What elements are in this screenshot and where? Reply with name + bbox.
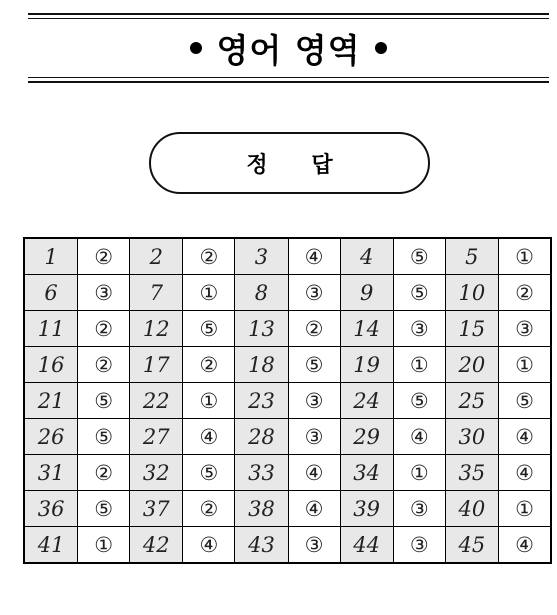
question-number: 25 — [445, 383, 498, 419]
answer-choice: ① — [498, 347, 551, 383]
answer-choice: ② — [78, 455, 130, 491]
question-number: 21 — [24, 383, 78, 419]
question-number: 42 — [130, 527, 183, 564]
answer-choice: ② — [288, 311, 340, 347]
question-number: 15 — [445, 311, 498, 347]
answer-label-box — [149, 132, 430, 194]
answer-label: 정 답 — [246, 152, 351, 178]
answer-choice: ③ — [288, 527, 340, 564]
header-bottom-rule-thick — [28, 81, 549, 83]
question-number: 44 — [340, 527, 393, 564]
answer-choice: ④ — [393, 419, 445, 455]
answer-choice: ③ — [393, 527, 445, 564]
question-number: 9 — [340, 275, 393, 311]
answer-choice: ① — [183, 383, 235, 419]
answer-choice: ⑤ — [78, 491, 130, 527]
answer-choice: ① — [393, 347, 445, 383]
answer-choice: ③ — [393, 491, 445, 527]
answer-choice: ③ — [288, 383, 340, 419]
question-number: 3 — [235, 238, 288, 275]
answer-choice: ⑤ — [288, 347, 340, 383]
question-number: 24 — [340, 383, 393, 419]
question-number: 5 — [445, 238, 498, 275]
table-row — [24, 491, 551, 527]
question-number: 36 — [24, 491, 78, 527]
answer-choice: ⑤ — [498, 383, 551, 419]
answer-choice: ① — [393, 455, 445, 491]
question-number: 1 — [24, 238, 78, 275]
question-number: 39 — [340, 491, 393, 527]
answer-choice: ② — [78, 238, 130, 275]
table-row — [24, 419, 551, 455]
question-number: 27 — [130, 419, 183, 455]
table-row — [24, 527, 551, 564]
answer-choice: ③ — [393, 311, 445, 347]
question-number: 2 — [130, 238, 183, 275]
answer-choice: ④ — [498, 419, 551, 455]
answer-choice: ② — [78, 311, 130, 347]
answer-table — [23, 237, 552, 564]
bullet-left-icon — [190, 42, 202, 54]
answer-choice: ④ — [288, 238, 340, 275]
answer-choice: ⑤ — [183, 455, 235, 491]
question-number: 41 — [24, 527, 78, 564]
question-number: 30 — [445, 419, 498, 455]
bullet-right-icon — [375, 42, 387, 54]
question-number: 29 — [340, 419, 393, 455]
answer-choice: ② — [498, 275, 551, 311]
answer-choice: ② — [183, 347, 235, 383]
question-number: 16 — [24, 347, 78, 383]
question-number: 17 — [130, 347, 183, 383]
answer-choice: ② — [183, 491, 235, 527]
answer-choice: ③ — [288, 275, 340, 311]
question-number: 31 — [24, 455, 78, 491]
question-number: 45 — [445, 527, 498, 564]
question-number: 4 — [340, 238, 393, 275]
header-top-rule-thin — [28, 18, 549, 19]
answer-choice: ⑤ — [393, 238, 445, 275]
answer-choice: ④ — [498, 455, 551, 491]
table-row — [24, 238, 551, 275]
answer-choice: ③ — [498, 311, 551, 347]
question-number: 23 — [235, 383, 288, 419]
question-number: 34 — [340, 455, 393, 491]
question-number: 20 — [445, 347, 498, 383]
question-number: 38 — [235, 491, 288, 527]
answer-choice: ① — [498, 238, 551, 275]
question-number: 32 — [130, 455, 183, 491]
answer-choice: ⑤ — [183, 311, 235, 347]
answer-choice: ① — [78, 527, 130, 564]
answer-choice: ① — [498, 491, 551, 527]
question-number: 40 — [445, 491, 498, 527]
question-number: 14 — [340, 311, 393, 347]
answer-choice: ⑤ — [393, 383, 445, 419]
table-row — [24, 455, 551, 491]
question-number: 35 — [445, 455, 498, 491]
question-number: 7 — [130, 275, 183, 311]
header-bottom-rule-thin — [28, 77, 549, 78]
question-number: 11 — [24, 311, 78, 347]
question-number: 6 — [24, 275, 78, 311]
section-title-text: 영어 영역 — [216, 30, 361, 70]
answer-choice: ④ — [288, 491, 340, 527]
question-number: 8 — [235, 275, 288, 311]
table-row — [24, 347, 551, 383]
question-number: 22 — [130, 383, 183, 419]
question-number: 13 — [235, 311, 288, 347]
answer-choice: ⑤ — [78, 383, 130, 419]
question-number: 28 — [235, 419, 288, 455]
answer-choice: ⑤ — [393, 275, 445, 311]
question-number: 37 — [130, 491, 183, 527]
question-number: 19 — [340, 347, 393, 383]
question-number: 18 — [235, 347, 288, 383]
table-row — [24, 383, 551, 419]
question-number: 43 — [235, 527, 288, 564]
answer-choice: ④ — [498, 527, 551, 564]
answer-choice: ① — [183, 275, 235, 311]
answer-choice: ③ — [288, 419, 340, 455]
answer-choice: ② — [78, 347, 130, 383]
question-number: 33 — [235, 455, 288, 491]
answer-choice: ④ — [288, 455, 340, 491]
answer-table-body — [24, 238, 551, 563]
answer-choice: ② — [183, 238, 235, 275]
answer-choice: ④ — [183, 419, 235, 455]
answer-choice: ③ — [78, 275, 130, 311]
section-title — [28, 22, 549, 74]
answer-choice: ④ — [183, 527, 235, 564]
table-row — [24, 275, 551, 311]
question-number: 12 — [130, 311, 183, 347]
answer-choice: ⑤ — [78, 419, 130, 455]
question-number: 10 — [445, 275, 498, 311]
header-top-rule-thick — [28, 13, 549, 15]
question-number: 26 — [24, 419, 78, 455]
table-row — [24, 311, 551, 347]
